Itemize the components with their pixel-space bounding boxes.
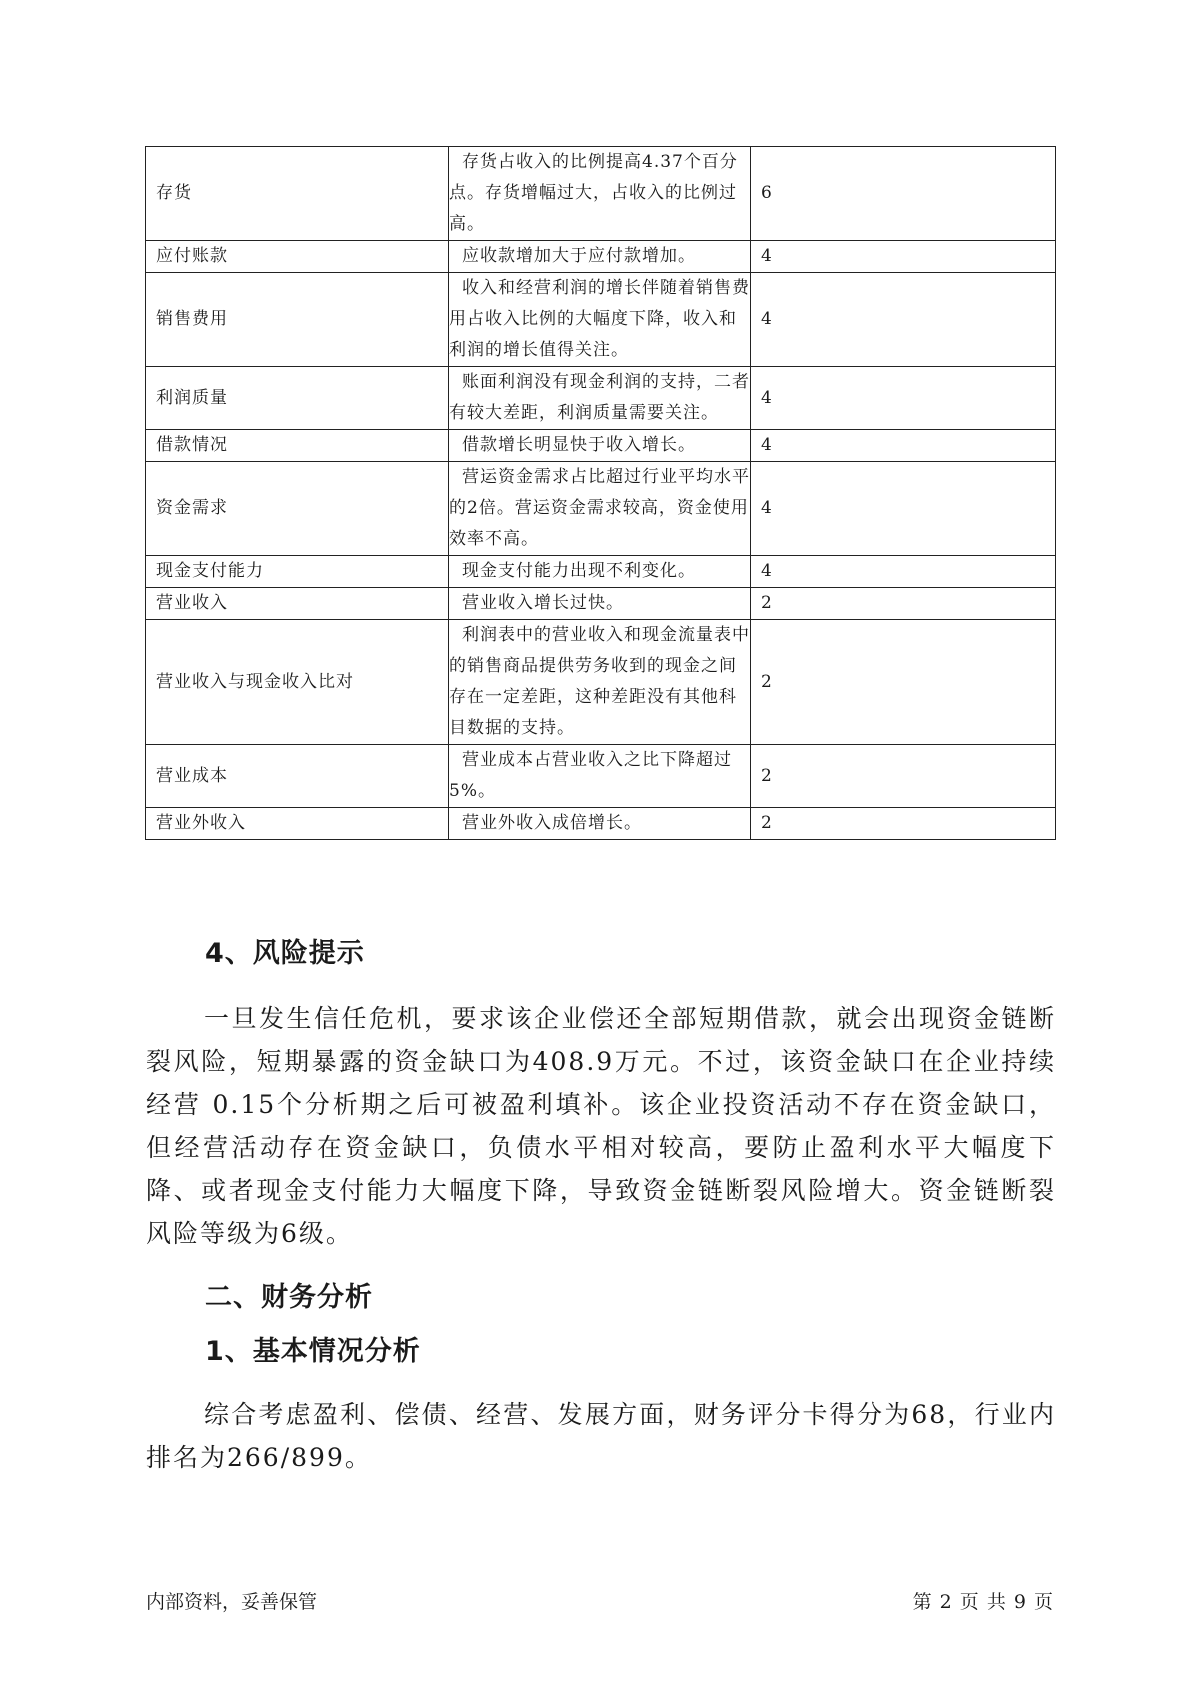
risk-score: 4 xyxy=(751,430,1056,462)
risk-description: 借款增长明显快于收入增长。 xyxy=(449,430,751,462)
risk-description: 应收款增加大于应付款增加。 xyxy=(449,241,751,273)
table-row xyxy=(146,808,1056,840)
table-row xyxy=(146,241,1056,273)
risk-item: 借款情况 xyxy=(146,430,449,462)
risk-description: 营业收入增长过快。 xyxy=(449,588,751,620)
confidential-note: 内部资料，妥善保管 xyxy=(146,1591,318,1613)
risk-item: 存货 xyxy=(146,147,449,241)
page-number: 第 2 页 共 9 页 xyxy=(912,1591,1054,1613)
financial-analysis-heading: 二、财务分析 xyxy=(205,1282,373,1313)
risk-description: 营运资金需求占比超过行业平均水平的2倍。营运资金需求较高，资金使用效率不高。 xyxy=(449,462,751,556)
table-row xyxy=(146,588,1056,620)
table-row xyxy=(146,430,1056,462)
risk-description: 现金支付能力出现不利变化。 xyxy=(449,556,751,588)
risk-item: 销售费用 xyxy=(146,273,449,367)
risk-score: 6 xyxy=(751,147,1056,241)
risk-description: 收入和经营利润的增长伴随着销售费用占收入比例的大幅度下降，收入和利润的增长值得关注。 xyxy=(449,273,751,367)
table-row xyxy=(146,367,1056,430)
table-row xyxy=(146,147,1056,241)
basic-analysis-paragraph: 综合考虑盈利、偿债、经营、发展方面，财务评分卡得分为68，行业内排名为266/899。 xyxy=(146,1400,1056,1472)
risk-description: 营业成本占营业收入之比下降超过5%。 xyxy=(449,745,751,808)
risk-score: 2 xyxy=(751,620,1056,745)
table-row xyxy=(146,462,1056,556)
risk-score: 2 xyxy=(751,588,1056,620)
table-row xyxy=(146,556,1056,588)
risk-score: 4 xyxy=(751,462,1056,556)
table-row xyxy=(146,620,1056,745)
risk-score: 4 xyxy=(751,241,1056,273)
risk-description: 利润表中的营业收入和现金流量表中的销售商品提供劳务收到的现金之间存在一定差距，这种差距没有其他科目数据的支持。 xyxy=(449,620,751,745)
risk-description: 账面利润没有现金利润的支持，二者有较大差距，利润质量需要关注。 xyxy=(449,367,751,430)
risk-item: 营业收入 xyxy=(146,588,449,620)
risk-score: 2 xyxy=(751,808,1056,840)
risk-factor-table xyxy=(145,146,1056,840)
table-row xyxy=(146,273,1056,367)
risk-score: 2 xyxy=(751,745,1056,808)
risk-item: 利润质量 xyxy=(146,367,449,430)
risk-description: 营业外收入成倍增长。 xyxy=(449,808,751,840)
risk-score: 4 xyxy=(751,367,1056,430)
risk-item: 应付账款 xyxy=(146,241,449,273)
risk-item: 营业收入与现金收入比对 xyxy=(146,620,449,745)
risk-warning-heading: 4、风险提示 xyxy=(205,938,365,969)
risk-item: 资金需求 xyxy=(146,462,449,556)
basic-analysis-heading: 1、基本情况分析 xyxy=(205,1336,421,1367)
risk-item: 现金支付能力 xyxy=(146,556,449,588)
risk-warning-paragraph: 一旦发生信任危机，要求该企业偿还全部短期借款，就会出现资金链断裂风险，短期暴露的资金缺口为408.9万元。不过，该资金缺口在企业持续经营 0.15个分析期之后可被盈利填补。该企业投资活动不存在资金缺口，但经营活动存在资金缺口，负债水平相对较高，要防止盈利水平大幅度下降、或者现金支付能力大幅度下降，导致资金链断裂风险增大。资金链断裂风险等级为6级。 xyxy=(146,1004,1056,1248)
risk-item: 营业外收入 xyxy=(146,808,449,840)
risk-score: 4 xyxy=(751,273,1056,367)
risk-description: 存货占收入的比例提高4.37个百分点。存货增幅过大，占收入的比例过高。 xyxy=(449,147,751,241)
risk-item: 营业成本 xyxy=(146,745,449,808)
risk-score: 4 xyxy=(751,556,1056,588)
table-row xyxy=(146,745,1056,808)
